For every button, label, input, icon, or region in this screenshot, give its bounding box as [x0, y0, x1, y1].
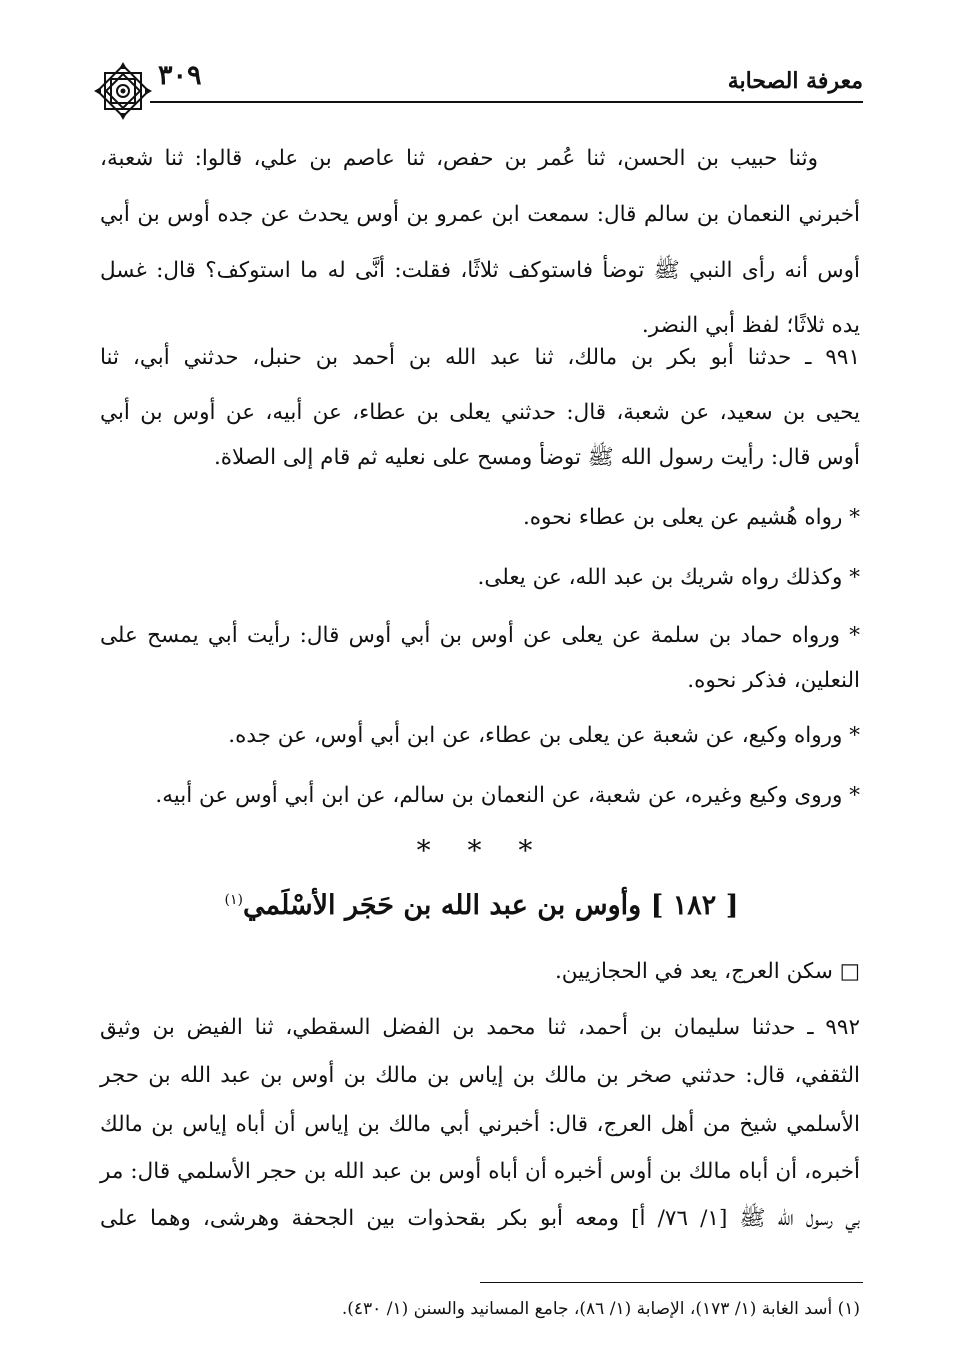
biography-note: □ سكن العرج، يعد في الحجازيين. [554, 959, 860, 984]
footnote: (١) أسد الغابة (١/ ١٧٣)، الإصابة (١/ ٨٦)، جامع المسانيد والسنن (١/ ٤٣٠). [341, 1299, 860, 1319]
text-line: يده ثلاثًا؛ لفظ أبي النضر. [641, 313, 860, 338]
hadith-991-line: أوس قال: رأيت رسول الله ﷺ توضأ ومسح على نعليه ثم قام إلى الصلاة. [213, 445, 860, 470]
hadith-991-line: ٩٩١ ـ حدثنا أبو بكر بن مالك، ثنا عبد الله بن أحمد بن حنبل، حدثني أبي، ثنا [100, 345, 860, 370]
octagram-ornament-icon [92, 60, 154, 122]
page-number: ٣٠٩ [158, 60, 202, 91]
text-line: وثنا حبيب بن الحسن، ثنا عُمر بن حفص، ثنا عاصم بن علي، قالوا: ثنا شعبة، [100, 146, 818, 171]
narration-note: * وكذلك رواه شريك بن عبد الله، عن يعلى. [477, 565, 860, 590]
narration-note: * ورواه وكيع، عن شعبة عن يعلى بن عطاء، عن ابن أبي أوس، عن جده. [228, 723, 860, 748]
hadith-992-line: الثقفي، قال: حدثني صخر بن مالك بن إياس بن مالك بن أوس بن عبد الله بن حجر [100, 1063, 860, 1088]
section-separator: * * * [416, 834, 547, 867]
hadith-991-line: يحيى بن سعيد، عن شعبة، قال: حدثني يعلى بن عطاء، عن أبيه، عن أوس بن أبي [100, 400, 860, 425]
narration-note: * وروى وكيع وغيره، عن شعبة، عن النعمان بن سالم، عن ابن أبي أوس عن أبيه. [155, 783, 860, 808]
chapter-footnote-ref: (١) [224, 892, 243, 908]
narration-note: * رواه هُشيم عن يعلى بن عطاء نحوه. [522, 505, 860, 530]
text-line: أوس أنه رأى النبي ﷺ توضأ فاستوكف ثلاثًا، فقلت: أنَّى له ما استوكف؟ قال: غسل [100, 258, 860, 283]
hadith-992-line: ٩٩٢ ـ حدثنا سليمان بن أحمد، ثنا محمد بن الفضل السقطي، ثنا الفيض بن وثيق [100, 1015, 860, 1040]
hadith-992-line: الأسلمي شيخ من أهل العرج، قال: أخبرني أبي مالك بن إياس أن أباه إياس بن مالك [100, 1112, 860, 1137]
narration-note: * ورواه حماد بن سلمة عن يعلى عن أوس بن أبي أوس قال: رأيت أبي يمسح على [100, 623, 860, 648]
hadith-992-line: أخبره، أن أباه مالك بن أوس أخبره أن أباه أوس بن عبد الله بن حجر الأسلمي قال: مر [100, 1159, 860, 1184]
text-line: أخبرني النعمان بن سالم قال: سمعت ابن عمرو بن أوس يحدث عن جده أوس بن أبي [100, 202, 860, 227]
chapter-title [0, 890, 963, 921]
hadith-992-line: بي رسول الله ﷺ [١/ ٧٦/ أ] ومعه أبو بكر بقحذوات بين الجحفة وهرشى، وهما على [100, 1206, 861, 1231]
header-rule [150, 101, 863, 103]
footnote-rule [480, 1282, 863, 1283]
running-header-title: معرفة الصحابة [727, 68, 863, 94]
narration-note: النعلين، فذكر نحوه. [687, 668, 860, 693]
chapter-title-text: [ ١٨٢ ] وأوس بن عبد الله بن حَجَر الأسْلَمي [242, 890, 739, 921]
